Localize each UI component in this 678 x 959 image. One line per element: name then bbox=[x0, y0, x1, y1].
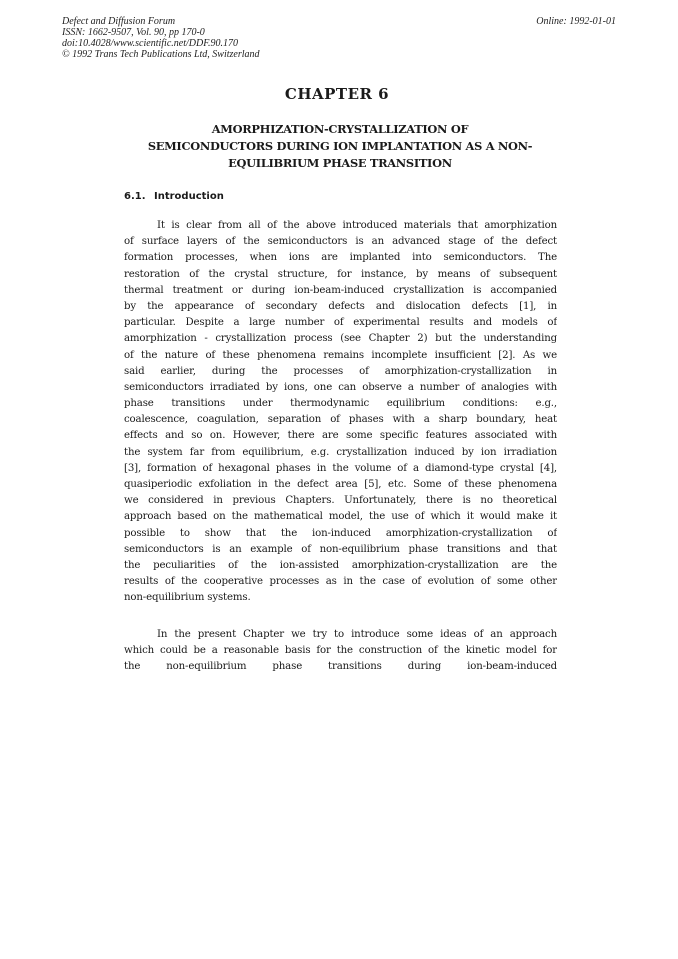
text-line: the system far from equilibrium, e.g. crystallization induced by ion irradiation bbox=[124, 446, 557, 458]
chapter-title bbox=[120, 121, 560, 172]
chapter-title-line: AMORPHIZATION-CRYSTALLIZATION OF bbox=[211, 122, 469, 136]
paragraph bbox=[124, 218, 557, 607]
journal-name: Defect and Diffusion Forum bbox=[62, 16, 176, 27]
text-line: effects and so on. However, there are some specific features associated with bbox=[124, 430, 557, 442]
text-line: results of the cooperative processes as in the case of evolution of some other bbox=[124, 576, 557, 588]
text-line: the peculiarities of the ion-assisted amorphization-crystallization are the bbox=[124, 559, 557, 571]
text-line: In the present Chapter we try to introduce some ideas of an approach bbox=[157, 629, 557, 640]
online-date: Online: 1992-01-01 bbox=[536, 16, 616, 27]
text-line: phase transitions under thermodynamic equilibrium conditions: e.g., bbox=[124, 398, 557, 410]
text-line: the non-equilibrium phase transitions during ion-beam-induced bbox=[124, 661, 557, 673]
paragraph bbox=[124, 627, 557, 676]
text-line: semiconductors irradiated by ions, one can observe a number of analogies with bbox=[124, 381, 557, 393]
text-line: restoration of the crystal structure, for instance, by means of subsequent bbox=[124, 268, 557, 280]
text-line: quasiperiodic exfoliation in the defect area [5], etc. Some of these phenomena bbox=[124, 479, 557, 490]
chapter-title-line: EQUILIBRIUM PHASE TRANSITION bbox=[228, 156, 452, 170]
journal-copyright: © 1992 Trans Tech Publications Ltd, Switzerland bbox=[62, 49, 260, 60]
chapter-label: CHAPTER 6 bbox=[284, 85, 390, 103]
text-line: thermal treatment or during ion-beam-induced crystallization is accompanied bbox=[124, 284, 557, 296]
text-line: particular. Despite a large number of experimental results and models of bbox=[124, 317, 557, 329]
journal-doi: doi:10.4028/www.scientific.net/DDF.90.170 bbox=[62, 38, 239, 49]
text-line: by the appearance of secondary defects and dislocation defects [1], in bbox=[124, 300, 557, 312]
text-line: coalescence, coagulation, separation of phases with a sharp boundary, heat bbox=[124, 414, 557, 426]
text-line: semiconductors is an example of non-equilibrium phase transitions and that bbox=[124, 543, 557, 555]
text-line: said earlier, during the processes of amorphization-crystallization in bbox=[124, 365, 557, 377]
section-heading bbox=[124, 191, 224, 202]
chapter-title-line: SEMICONDUCTORS DURING ION IMPLANTATION AS A NON- bbox=[147, 139, 533, 153]
section-title: Introduction bbox=[154, 191, 224, 202]
text-line: amorphization - crystallization process (see Chapter 2) but the understanding bbox=[124, 333, 557, 345]
text-line: [3], formation of hexagonal phases in the volume of a diamond-type crystal [4], bbox=[124, 462, 557, 474]
text-line: of the nature of these phenomena remains incomplete insufficient [2]. As we bbox=[124, 349, 557, 361]
text-line: It is clear from all of the above introduced materials that amorphization bbox=[157, 220, 557, 231]
text-line: of surface layers of the semiconductors is an advanced stage of the defect bbox=[124, 236, 557, 248]
text-line: formation processes, when ions are implanted into semiconductors. The bbox=[124, 252, 557, 264]
text-line: possible to show that the ion-induced amorphization-crystallization of bbox=[124, 527, 557, 539]
section-number: 6.1. bbox=[124, 191, 146, 202]
text-line: non-equilibrium systems. bbox=[124, 592, 251, 604]
text-line: approach based on the mathematical model, the use of which it would make it bbox=[124, 511, 557, 523]
text-line: which could be a reasonable basis for the construction of the kinetic model for bbox=[124, 645, 557, 657]
text-line: we considered in previous Chapters. Unfortunately, there is no theoretical bbox=[124, 495, 557, 507]
journal-citation bbox=[62, 16, 260, 60]
journal-issn: ISSN: 1662-9507, Vol. 90, pp 170-0 bbox=[62, 27, 205, 38]
